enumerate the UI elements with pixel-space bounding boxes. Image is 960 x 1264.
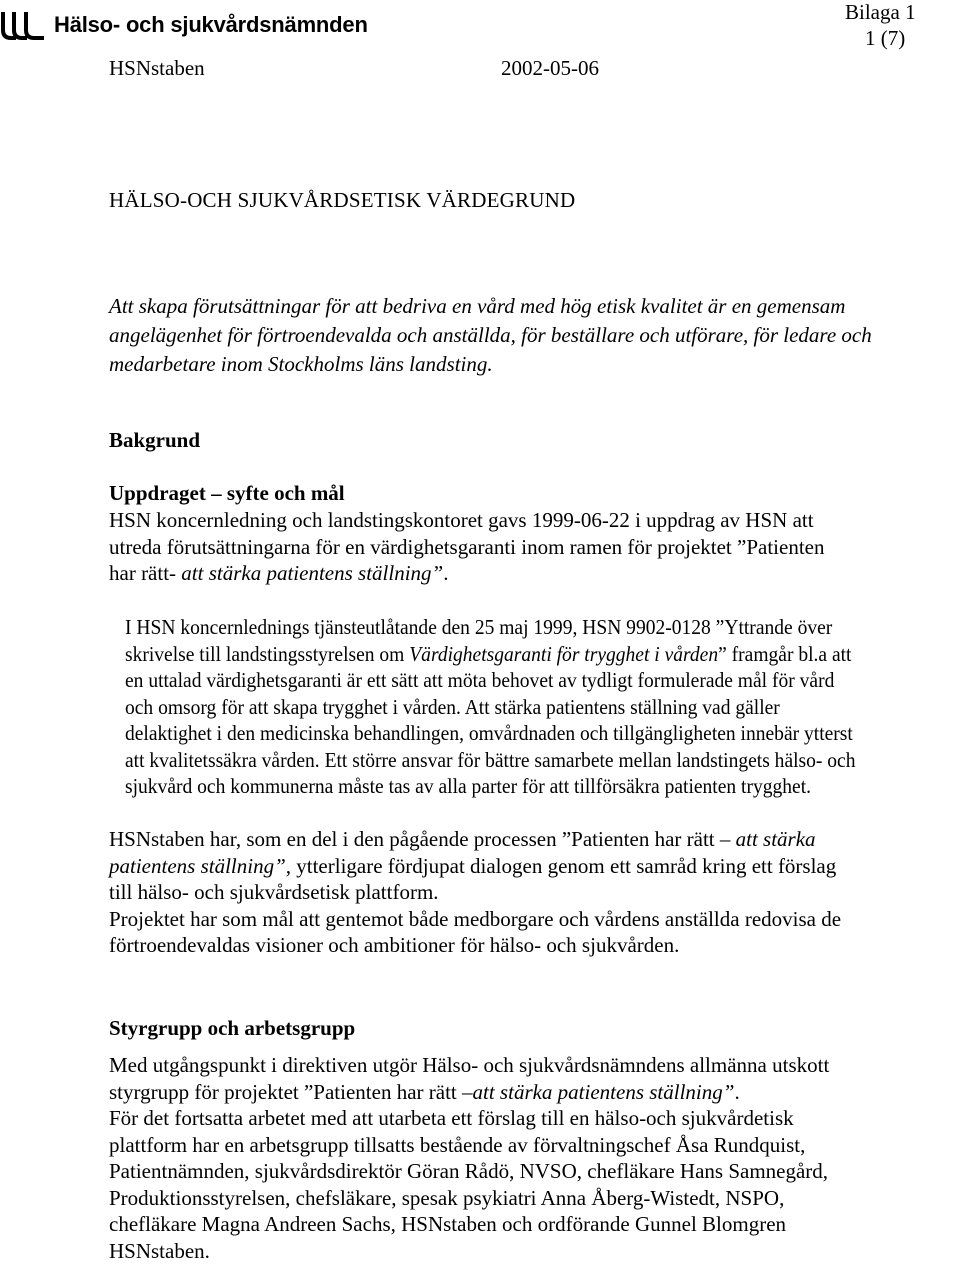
paragraph-uppdraget	[109, 507, 825, 587]
italic-run: patientens ställning”,	[109, 854, 291, 878]
letterhead-logo	[0, 8, 368, 42]
intro-line: Att skapa förutsättningar för att bedriva en vård med hög etisk kvalitet är en gemensam	[109, 292, 872, 321]
paragraph-line	[109, 1079, 829, 1106]
sll-logo-icon	[0, 8, 46, 42]
paragraph-line: plattform har en arbetsgrupp tillsatts bestående av förvaltningschef Åsa Rundquist,	[109, 1132, 829, 1159]
text-run: .	[734, 1080, 739, 1104]
paragraph-line: till hälso- och sjukvårdsetisk plattform.	[109, 879, 841, 906]
subheading-uppdraget: Uppdraget – syfte och mål	[109, 481, 345, 506]
intro-line: medarbetare inom Stockholms läns landsting.	[109, 350, 872, 379]
text-run: ” framgår bl.a att	[718, 642, 851, 666]
paragraph-styrgrupp	[109, 1052, 829, 1264]
intro-line: angelägenhet för förtroendevalda och anställda, för beställare och utförare, för ledare och	[109, 321, 872, 350]
paragraph-line: Med utgångspunkt i direktiven utgör Hälso- och sjukvårdsnämndens allmänna utskott	[109, 1052, 829, 1079]
paragraph-line	[109, 826, 841, 853]
paragraph-line: utreda förutsättningarna för en värdighetsgaranti inom ramen för projektet ”Patienten	[109, 534, 825, 561]
italic-run: att stärka	[736, 827, 816, 851]
text-run: har rätt-	[109, 561, 181, 585]
text-run: HSNstaben har, som en del i den pågående processen ”Patienten har rätt –	[109, 827, 736, 851]
heading-bakgrund: Bakgrund	[109, 428, 200, 453]
text-run: .	[443, 561, 448, 585]
attachment-label: Bilaga 1	[845, 0, 916, 25]
document-date: 2002-05-06	[501, 56, 599, 81]
paragraph-line	[125, 641, 856, 668]
italic-run: att stärka patientens ställning”	[473, 1080, 735, 1104]
paragraph-line: Produktionsstyrelsen, chefsläkare, spesak psykiatri Anna Åberg-Wistedt, NSPO,	[109, 1185, 829, 1212]
document-title: HÄLSO-OCH SJUKVÅRDSETISK VÄRDEGRUND	[109, 188, 575, 213]
heading-styrgrupp: Styrgrupp och arbetsgrupp	[109, 1016, 355, 1041]
paragraph-line	[109, 560, 825, 587]
paragraph-line: en uttalad värdighetsgaranti är ett sätt att möta behovet av tydligt formulerade mål för vård	[125, 667, 856, 694]
paragraph-line: Projektet har som mål att gentemot både medborgare och vårdens anställda redovisa de	[109, 906, 841, 933]
intro-paragraph	[109, 292, 872, 379]
org-name: Hälso- och sjukvårdsnämnden	[54, 12, 368, 38]
paragraph-line: I HSN koncernlednings tjänsteutlåtande den 25 maj 1999, HSN 9902-0128 ”Yttrande över	[125, 614, 856, 641]
paragraph-line: HSN koncernledning och landstingskontoret gavs 1999-06-22 i uppdrag av HSN att	[109, 507, 825, 534]
paragraph-line: HSNstaben.	[109, 1238, 829, 1264]
paragraph-tjansteutlatande	[125, 614, 856, 800]
paragraph-hsnstaben	[109, 826, 841, 959]
paragraph-line	[109, 853, 841, 880]
italic-run: att stärka patientens ställning”	[181, 561, 443, 585]
paragraph-line: Patientnämnden, sjukvårdsdirektör Göran Rådö, NVSO, chefläkare Hans Samnegård,	[109, 1158, 829, 1185]
paragraph-line: För det fortsatta arbetet med att utarbeta ett förslag till en hälso-och sjukvårdetisk	[109, 1105, 829, 1132]
paragraph-line: att kvalitetssäkra vården. Ett större ansvar för bättre samarbete mellan landstingets hälso- och	[125, 747, 856, 774]
text-run: ytterligare fördjupat dialogen genom ett samråd kring ett förslag	[291, 854, 836, 878]
paragraph-line: sjukvård och kommunerna måste tas av alla parter för att tillförsäkra patienten trygghet.	[125, 773, 856, 800]
page-number: 1 (7)	[865, 26, 905, 51]
paragraph-line: och omsorg för att skapa trygghet i vården. Att stärka patientens ställning vad gäller	[125, 694, 856, 721]
italic-run: Värdighetsgaranti för trygghet i vården	[409, 642, 718, 666]
paragraph-line: förtroendevaldas visioner och ambitioner för hälso- och sjukvården.	[109, 932, 841, 959]
text-run: skrivelse till landstingsstyrelsen om	[125, 642, 409, 666]
department: HSNstaben	[109, 56, 205, 81]
paragraph-line: chefläkare Magna Andreen Sachs, HSNstaben och ordförande Gunnel Blomgren	[109, 1211, 829, 1238]
paragraph-line: delaktighet i den medicinska behandlingen, omvårdnaden och tillgängligheten innebär ytterst	[125, 720, 856, 747]
text-run: styrgrupp för projektet ”Patienten har rätt –	[109, 1080, 473, 1104]
